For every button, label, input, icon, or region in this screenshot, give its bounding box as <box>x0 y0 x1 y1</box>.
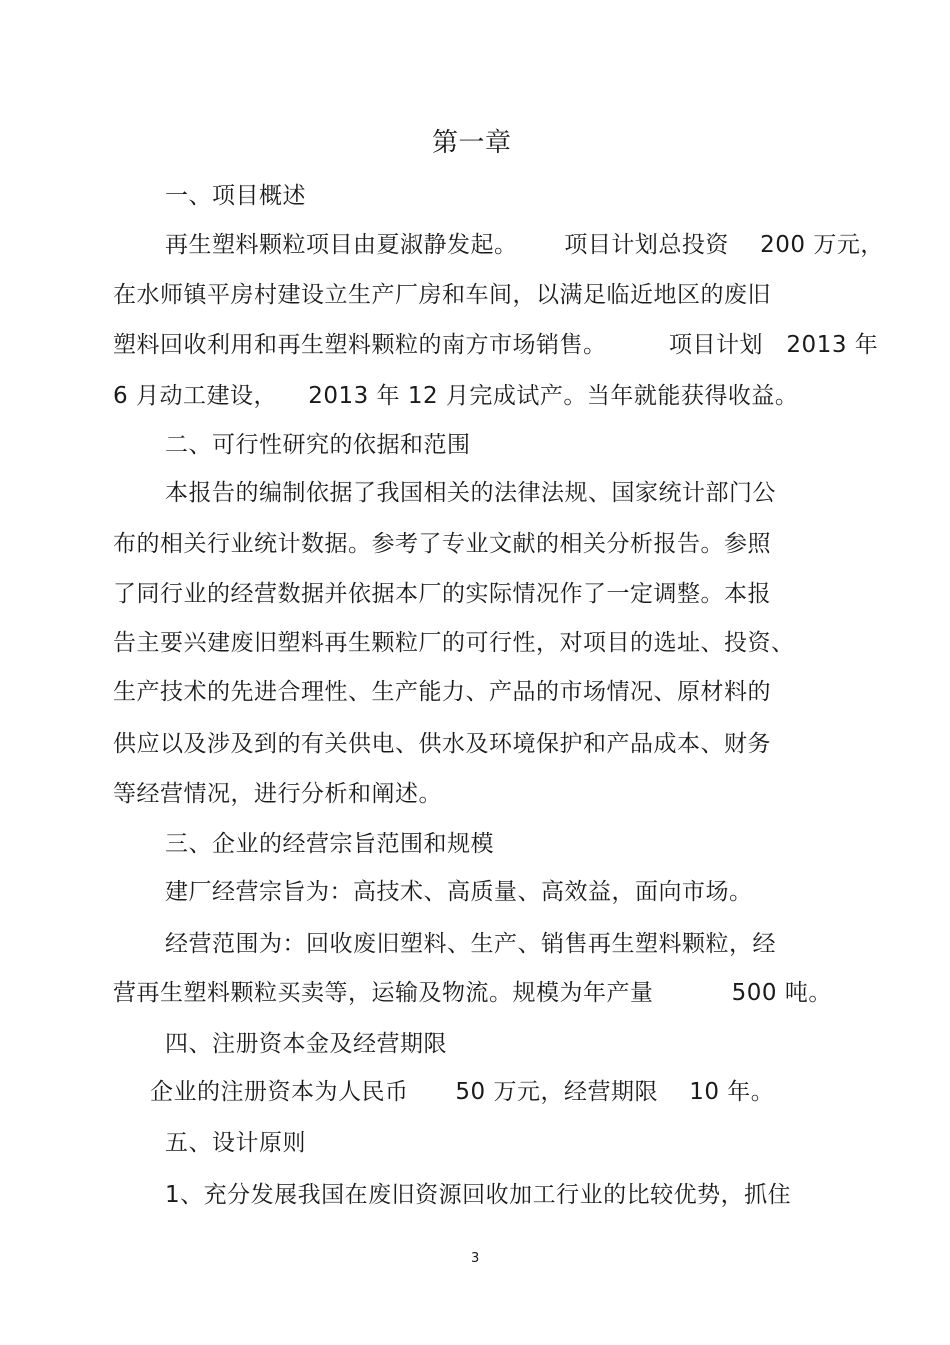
section-heading: 三、企业的经营宗旨范围和规模 <box>165 831 494 857</box>
paragraph-line: 了同行业的经营数据并依据本厂的实际情况作了一定调整。本报 <box>113 581 771 607</box>
paragraph-line: 供应以及涉及到的有关供电、供水及环境保护和产品成本、财务 <box>113 731 771 757</box>
paragraph-line: 营再生塑料颗粒买卖等，运输及物流。规模为年产量 500 吨。 <box>113 980 832 1006</box>
paragraph-line: 等经营情况，进行分析和阐述。 <box>113 781 442 807</box>
section-heading: 五、设计原则 <box>165 1130 306 1156</box>
paragraph-line: 经营范围为：回收废旧塑料、生产、销售再生塑料颗粒，经 <box>165 931 776 957</box>
paragraph-line: 1、充分发展我国在废旧资源回收加工行业的比较优势，抓住 <box>165 1182 792 1208</box>
paragraph-line: 生产技术的先进合理性、生产能力、产品的市场情况、原材料的 <box>113 679 771 705</box>
chapter-title: 第一章 <box>432 128 512 158</box>
paragraph-line: 企业的注册资本为人民币 50 万元，经营期限 10 年。 <box>150 1079 775 1105</box>
paragraph-line: 本报告的编制依据了我国相关的法律法规、国家统计部门公 <box>165 480 776 506</box>
paragraph-line: 在水师镇平房村建设立生产厂房和车间，以满足临近地区的废旧 <box>113 282 771 308</box>
paragraph-line: 告主要兴建废旧塑料再生颗粒厂的可行性，对项目的选址、投资、 <box>113 630 795 656</box>
paragraph-line: 塑料回收利用和再生塑料颗粒的南方市场销售。 项目计划 2013 年 <box>113 332 879 358</box>
section-heading: 四、注册资本金及经营期限 <box>165 1031 447 1057</box>
paragraph-line: 建厂经营宗旨为：高技术、高质量、高效益，面向市场。 <box>165 879 753 905</box>
section-heading: 一、项目概述 <box>165 183 306 209</box>
paragraph-line: 再生塑料颗粒项目由夏淑静发起。 项目计划总投资 200 万元， <box>165 232 884 258</box>
paragraph-line: 6 月动工建设， 2013 年 12 月完成试产。当年就能获得收益。 <box>113 383 799 409</box>
page-number: 3 <box>471 1251 480 1266</box>
section-heading: 二、可行性研究的依据和范围 <box>165 432 471 458</box>
paragraph-line: 布的相关行业统计数据。参考了专业文献的相关分析报告。参照 <box>113 531 771 557</box>
